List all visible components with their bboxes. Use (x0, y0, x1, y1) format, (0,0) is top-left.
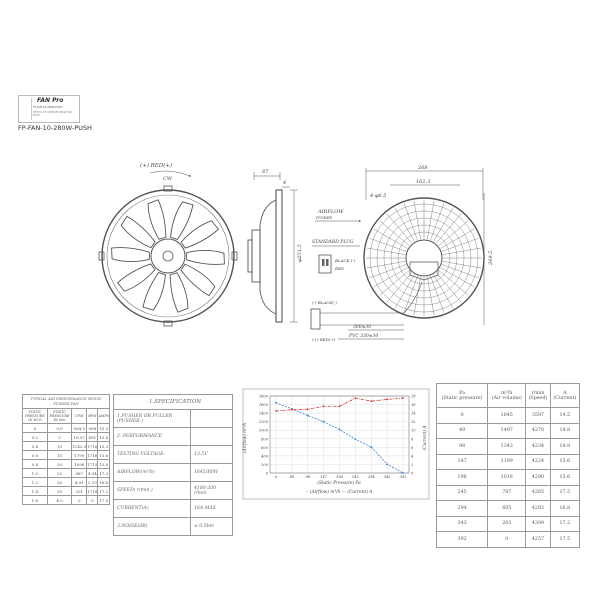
chart-point-current (402, 397, 404, 399)
data-cell: 392 (437, 532, 488, 548)
airflow-label: AIRFLOW (318, 209, 344, 215)
chart-xtick: 49 (289, 475, 295, 479)
perf-table-title: TYPICAL AIR PERFORMANCE (BOVE) PUSHER FAN (22, 394, 110, 408)
spec-label: 2. PERFORMANCE (114, 428, 191, 446)
chart-ytick-right: 18 (411, 394, 416, 399)
chart-point-current (323, 405, 325, 407)
data-cell: 605 (488, 501, 526, 517)
chart-point-airflow (354, 438, 356, 440)
data-cell: 1018 (488, 470, 526, 486)
plug-black-label: BLACK (-) (335, 258, 356, 263)
data-cell: 14.8 (550, 423, 579, 439)
logo-model-small: FP-FAN-10-280W-PUSH (33, 106, 63, 109)
chart-ytick-left: 800 (261, 437, 268, 442)
chart-ytick-right: 8 (411, 437, 414, 442)
perf-cell: 0.0 (47, 424, 72, 433)
data-cell: 294 (437, 501, 488, 517)
data-header-cell: A (Current) (550, 384, 579, 408)
logo-tagline: THE Pro OF ULTIMATE 280W FAN PUSH (33, 111, 72, 117)
data-row (437, 485, 580, 501)
plug-label: STANDARD PLUG (312, 240, 354, 245)
chart-xtick: 245 (351, 475, 359, 479)
chart-point-airflow (307, 415, 309, 417)
perf-cell: 16.8 (99, 479, 109, 485)
data-cell: 1645 (488, 408, 526, 424)
data-cell: 1343 (488, 439, 526, 455)
chart-xlabel: (Static Pressure) Pa (317, 481, 361, 486)
chart-point-current (307, 408, 309, 410)
data-row (437, 516, 580, 532)
chart-ylabel-left: (Airflow) m³/h (243, 422, 248, 454)
side-dim-depth: 87 (262, 169, 269, 175)
perf-cell: 20 (47, 460, 72, 469)
chart-ytick-left: 200 (261, 462, 268, 467)
data-cell: 4234 (526, 439, 550, 455)
data-cell: 17.2 (550, 516, 579, 532)
chart-ytick-right: 16 (411, 403, 416, 408)
side-dim-height: φ251.5 (297, 244, 303, 262)
perf-cell: 201 (72, 487, 87, 496)
perf-cell: 35 (47, 487, 72, 496)
chart-point-airflow (386, 463, 388, 465)
data-cell: 4270 (526, 423, 550, 439)
perf-cell: 987 (72, 469, 87, 478)
data-header-cell: r/min (Speed) (526, 384, 550, 408)
data-table (436, 383, 580, 548)
perf-cell: 15.8 (99, 461, 109, 467)
perf-cell: 0 (72, 496, 87, 505)
rear-dim-pvc: PVC 330±30 (349, 334, 379, 339)
data-cell: 14.9 (550, 439, 579, 455)
perf-cell: 1715 (87, 461, 98, 467)
spec-value: 1645/RPH (191, 464, 233, 482)
data-cell: 15.6 (550, 454, 579, 470)
chart-grid (270, 396, 409, 473)
perf-cell: 17.2 (99, 488, 109, 494)
perf-cell: 964.5 (73, 425, 85, 431)
chart-point-current (291, 409, 293, 411)
chart-ytick-left: 400 (261, 454, 268, 459)
data-cell: 1199 (488, 454, 526, 470)
perf-cell: 1.0 (23, 469, 48, 478)
data-cell: 16.8 (550, 501, 579, 517)
data-cell: 3597 (526, 408, 550, 424)
data-cell: 4290 (526, 470, 550, 486)
spec-label: AIRFLOW(m³/h) (114, 464, 191, 482)
data-cell: 0 (437, 408, 488, 424)
data-header-cell: m³/h (Air volume) (488, 384, 526, 408)
chart-ytick-right: 10 (411, 428, 416, 433)
data-cell: 203 (488, 516, 526, 532)
perf-cell: 1.6 (23, 496, 48, 505)
perf-cell: 881 (88, 434, 97, 440)
side-dim-hub: 4 (283, 180, 287, 186)
spec-label: SPEED( r/min ) (114, 482, 191, 500)
data-cell: 4257 (526, 532, 550, 548)
spec-label: CURRENT(A) (114, 500, 191, 518)
data-cell: 49 (437, 423, 488, 439)
data-cell: 787 (488, 485, 526, 501)
data-cell: 1497 (488, 423, 526, 439)
data-row (437, 532, 580, 548)
perf-cell: 1.2 (23, 478, 48, 487)
data-cell: 17.5 (550, 532, 579, 548)
chart-xtick: 196 (336, 475, 343, 479)
perf-cell: 2.19 (87, 479, 97, 485)
chart-point-current (354, 397, 356, 399)
perf-cell: 4.94 (87, 470, 97, 476)
chart-ytick-right: 6 (411, 445, 414, 450)
data-row (437, 423, 580, 439)
perf-cell: 4.91 (72, 478, 87, 487)
perf-cell: 1142.5 (72, 443, 87, 449)
data-row (437, 408, 580, 424)
perf-cell: 1718 (87, 488, 98, 494)
chart-xtick: 147 (320, 475, 328, 479)
wire-black-label: (-) BLACK(-) (312, 300, 337, 305)
chart-point-current (275, 410, 277, 412)
data-cell: 245 (437, 485, 488, 501)
perf-cell: 17.5 (99, 497, 109, 503)
data-cell: 196 (437, 470, 488, 486)
chart-ytick-left: 600 (261, 445, 268, 450)
spec-value: 13.5V (191, 446, 233, 464)
chart-point-airflow (323, 421, 325, 423)
data-cell: 147 (437, 454, 488, 470)
chart-ytick-left: 1000 (258, 428, 268, 433)
perf-header-cell: STATIC PRESSURE IN mm (47, 409, 72, 424)
spec-value: 16A MAX (191, 500, 233, 518)
chart-xtick: 0 (274, 475, 278, 479)
chart-xtick: 294 (367, 475, 375, 479)
perf-cell: 0 (23, 424, 48, 433)
spec-value: 4180-200 r/min (191, 482, 233, 500)
chart-ytick-left: 1200 (258, 420, 268, 425)
spec-label: 1.PUSHER OR PULLER (PUSHER ) (114, 410, 191, 428)
data-header-cell: Pa (Static pressure) (437, 384, 488, 408)
perf-header-cell: AMPS (98, 409, 110, 424)
chart-point-airflow (275, 402, 277, 404)
wire-red-label: (+) RED(+) (312, 337, 336, 342)
rear-dim-wire: 300±30 (353, 325, 372, 330)
perf-cell: 1.4 (23, 487, 48, 496)
spec-title: 1.SPECIFICATION (113, 394, 233, 409)
spec-label: TESTING VOLTAGE: (114, 446, 191, 464)
perf-cell: 0.2 (23, 433, 48, 442)
chart-ytick-right: 12 (411, 420, 416, 425)
front-polarity-label: (+) RED(+) (140, 163, 173, 169)
perf-cell: 17.3 (99, 470, 109, 476)
chart-xtick: 98 (305, 475, 311, 479)
perf-cell: 15.3 (99, 425, 109, 431)
chart-point-airflow (339, 429, 341, 431)
data-cell: 4224 (526, 454, 550, 470)
chart-ytick-left: 1400 (258, 411, 268, 416)
data-cell: 15.6 (550, 470, 579, 486)
perf-cell: 16.97 (73, 434, 85, 440)
chart-xtick: 392 (399, 475, 407, 479)
perf-header-cell: RPM (87, 409, 98, 424)
rear-dim-width: 268 (418, 165, 428, 171)
data-row (437, 454, 580, 470)
chart-ytick-left: 0 (265, 471, 268, 476)
front-rotation-label: CW (163, 176, 172, 182)
rear-dim-mount: 162.3 (416, 179, 431, 185)
perf-cell: 1799 (72, 451, 87, 460)
perf-cell: 1098 (72, 460, 87, 469)
perf-cell: 15.8 (99, 434, 109, 440)
perf-cell: 0.8 (23, 460, 48, 469)
chart-ticks (259, 395, 416, 480)
airflow-sub: PUSHER (316, 216, 332, 220)
chart-point-current (370, 400, 372, 402)
data-cell: 17.5 (550, 485, 579, 501)
chart-point-current (386, 399, 388, 401)
chart-point-airflow (370, 446, 372, 448)
model-title: FP-FAN-10-280W-PUSH (18, 124, 92, 132)
data-cell: 4265 (526, 485, 550, 501)
chart-ytick-right: 0 (411, 471, 414, 476)
perf-cell: 0.4 (23, 442, 48, 451)
data-table-block (436, 383, 580, 548)
perf-cell: 30 (47, 478, 72, 487)
perf-cell: 968 (88, 425, 97, 431)
perf-cell: 15.6 (99, 452, 109, 458)
chart-ytick-left: 1600 (258, 403, 268, 408)
perf-cell: 1716 (87, 443, 98, 449)
chart-point-airflow (402, 472, 404, 474)
plug-red-label: RED (335, 266, 345, 271)
data-row (437, 439, 580, 455)
chart-ytick-right: 2 (411, 462, 414, 467)
perf-cell: 15.3 (99, 443, 109, 449)
data-cell: 4309 (526, 516, 550, 532)
chart-point-current (339, 405, 341, 407)
data-row (437, 501, 580, 517)
rear-dim-right: 249.5 (488, 250, 494, 265)
chart-ylabel-right: (Current) A (423, 425, 428, 451)
data-cell: 343 (437, 516, 488, 532)
spec-label: 3.NOISE(dB) (114, 518, 191, 536)
data-cell: 0 (488, 532, 526, 548)
spec-value: ≤ 0.5bm (191, 518, 233, 536)
perf-cell: 15 (47, 451, 72, 460)
perf-cell: 4.0 (47, 496, 72, 505)
perf-cell: 5 (47, 433, 72, 442)
data-cell: 98 (437, 439, 488, 455)
perf-cell: 25 (47, 469, 72, 478)
perf-header-cell: STATIC PRESSURE IN H2O (23, 409, 48, 424)
data-cell: 4292 (526, 501, 550, 517)
perf-header-cell: CFM (72, 409, 87, 424)
logo-text: FAN Pro (37, 97, 64, 104)
rear-dim-hole: 4-φ6.5 (370, 193, 387, 199)
perf-cell: 0.6 (23, 451, 48, 460)
chart-ytick-right: 4 (411, 454, 414, 459)
chart-xtick: 343 (383, 475, 391, 479)
perf-cell: 1716 (87, 452, 98, 458)
perf-cell: 10 (47, 442, 72, 451)
data-cell: 14.5 (550, 408, 579, 424)
chart-ytick-left: 1800 (258, 394, 268, 399)
perf-cell: 0 (87, 496, 98, 505)
data-row (437, 470, 580, 486)
chart-legend: -- (Airflow) m³/h -·- (Current) A (305, 490, 373, 495)
chart-ytick-right: 14 (411, 411, 416, 416)
